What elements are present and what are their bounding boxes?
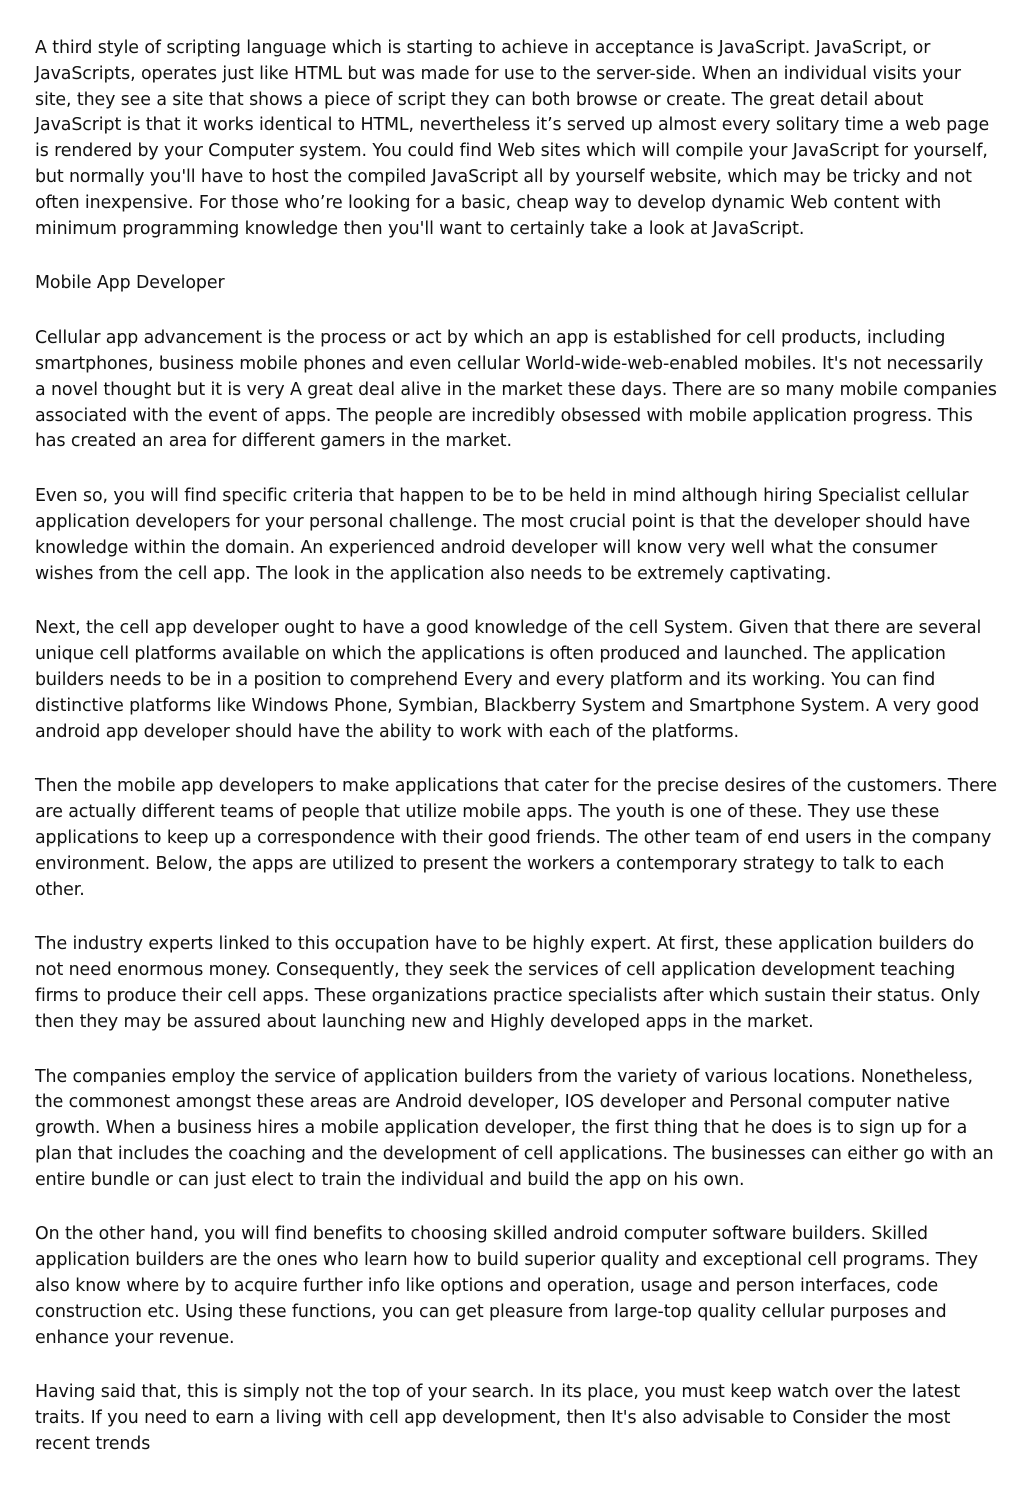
paragraph-cell-platforms: Next, the cell app developer ought to have a good knowledge of the cell System. Given that there are several unique cell platforms available on which the applications is often produced and launched. The application builders needs to be in a position to comprehend Every and every platform and its working. You can find distinctive platforms like Windows Phone, Symbian, Blackberry System and Smartphone System. A very good android app developer should have the ability to work with each of the platforms. xyxy=(35,618,982,742)
paragraph-latest-trends: Having said that, this is simply not the top of your search. In its place, you must keep watch over the latest traits. If you need to earn a living with cell app development, then It's also advisable to Consider the most recent trends xyxy=(35,1382,961,1455)
paragraph-skilled-builders: On the other hand, you will find benefits to choosing skilled android computer software builders. Skilled application builders are the ones who learn how to build superior quality and exceptional cell programs. They also know where by to acquire further info like options and operation, usage and person interfaces, code construction etc. Using these functions, you can get pleasure from large-top quality cellular purposes and enhance your revenue. xyxy=(35,1224,978,1348)
paragraph-companies-employ: The companies employ the service of application builders from the variety of various locations. Nonetheless, the commonest amongst these areas are Android developer, IOS developer and Personal computer native growth. When a business hires a mobile application developer, the first thing that he does is to sign up for a plan that includes the coaching and the development of cell applications. The businesses can either go with an entire bundle or can just elect to train the individual and build the app on his own. xyxy=(35,1066,994,1190)
document-body xyxy=(35,36,997,1487)
paragraph-cellular-app-advancement: Cellular app advancement is the process or act by which an app is established for cell products, including smartphones, business mobile phones and even cellular World-wide-web-enabled mobiles. It's not necessarily a novel thought but it is very A great deal alive in the market these days. There are so many mobile companies associated with the event of apps. The people are incredibly obsessed with mobile application progress. This has created an area for different gamers in the market. xyxy=(35,328,997,452)
paragraph-customer-desires: Then the mobile app developers to make applications that cater for the precise desires of the customers. There are actually different teams of people that utilize mobile apps. The youth is one of these. They use these applications to keep up a correspondence with their good friends. The other team of end users in the company environment. Below, the apps are utilized to present the workers a contemporary strategy to talk to each other. xyxy=(35,776,998,900)
paragraph-industry-experts: The industry experts linked to this occupation have to be highly expert. At first, these application builders do not need enormous money. Consequently, they seek the services of cell application development teaching firms to produce their cell apps. These organizations practice specialists after which sustain their status. Only then they may be assured about launching new and Highly developed apps in the market. xyxy=(35,934,981,1032)
section-heading-mobile-app-developer: Mobile App Developer xyxy=(35,273,225,294)
paragraph-hiring-criteria: Even so, you will find specific criteria that happen to be to be held in mind although hiring Specialist cellular application developers for your personal challenge. The most crucial point is that the developer should have knowledge within the domain. An experienced android developer will know very well what the consumer wishes from the cell app. The look in the application also needs to be extremely captivating. xyxy=(35,486,971,584)
paragraph-javascript-intro: A third style of scripting language which is starting to achieve in acceptance is JavaScript. JavaScript, or JavaScripts, operates just like HTML but was made for use to the server-side. When an individual visits your site, they see a site that shows a piece of script they can both browse or create. The great detail about JavaScript is that it works identical to HTML, nevertheless it’s served up almost every solitary time a web page is rendered by your Computer system. You could find Web sites which will compile your JavaScript for yourself, but normally you'll have to host the compiled JavaScript all by yourself website, which may be tricky and not often inexpensive. For those who’re looking for a basic, cheap way to develop dynamic Web content with minimum programming knowledge then you'll want to certainly take a look at JavaScript. xyxy=(35,38,990,239)
